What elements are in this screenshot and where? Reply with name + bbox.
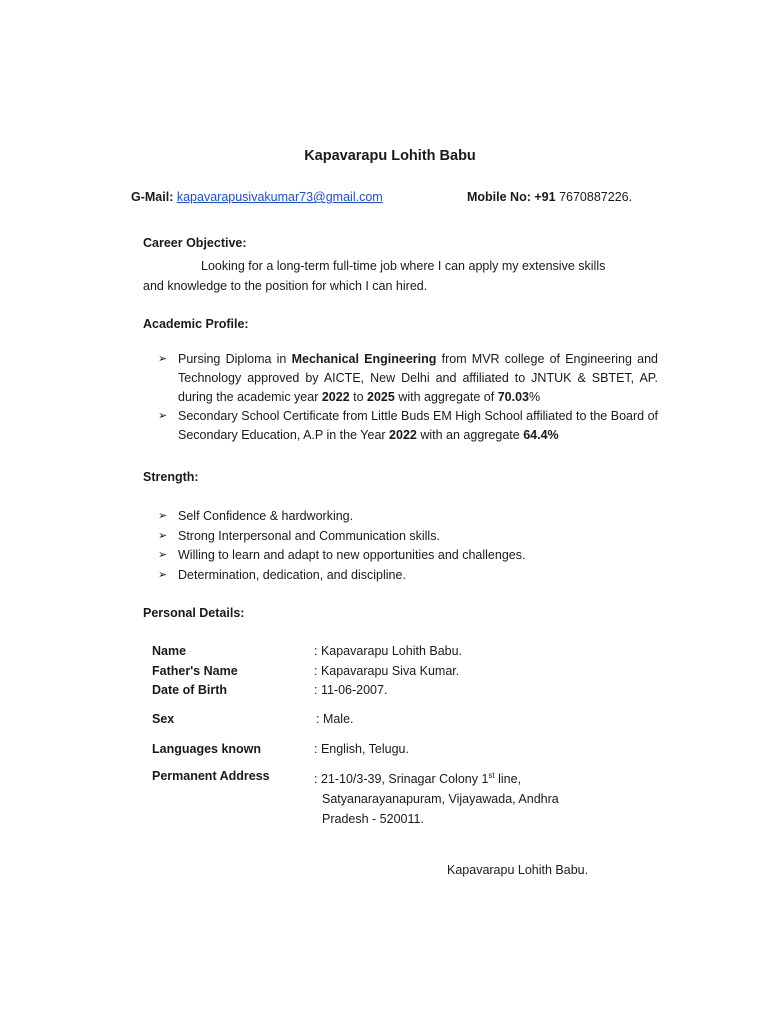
- career-objective-text: [143, 256, 643, 296]
- career-objective-heading: Career Objective:: [143, 236, 247, 250]
- list-item: ➢ Pursing Diploma in Mechanical Engineering from MVR college of Engineering and Technology approved by AICTE, New Delhi and affiliated to JNTUK & SBTET, AP. during the academic year 2022 to 2025 with aggregate of 70.03%: [158, 352, 658, 404]
- sex-value: : Male.: [316, 712, 354, 726]
- dob-value: : 11-06-2007.: [314, 683, 388, 697]
- academic-list: [158, 350, 658, 445]
- list-item: ➢ Secondary School Certificate from Little Buds EM High School affiliated to the Board of Secondary Education, A.P in the Year 2022 with an aggregate 64.4%: [158, 409, 658, 442]
- academic-profile-heading: Academic Profile:: [143, 317, 249, 331]
- gmail-link[interactable]: kapavarapusivakumar73@gmail.com: [176, 190, 383, 204]
- mobile-label: Mobile No:: [467, 190, 531, 204]
- mobile-number: 7670887226.: [559, 190, 633, 204]
- list-item: ➢ Determination, dedication, and discipline.: [158, 566, 638, 586]
- list-item: ➢ Self Confidence & hardworking.: [158, 507, 638, 527]
- arrow-bullet-icon: ➢: [158, 353, 168, 365]
- sex-label: Sex: [152, 712, 175, 726]
- languages-label: Languages known: [152, 742, 262, 756]
- arrow-bullet-icon: ➢: [158, 529, 168, 542]
- list-item: ➢ Willing to learn and adapt to new opportunities and challenges.: [158, 546, 638, 566]
- strength-heading: Strength:: [143, 470, 199, 484]
- gmail-label: G-Mail:: [131, 190, 174, 204]
- address-label: Permanent Address: [152, 769, 270, 783]
- career-objective-line1: Looking for a long-term full-time job where I can apply my extensive skills: [201, 259, 606, 273]
- candidate-name: Kapavarapu Lohith Babu: [304, 148, 476, 164]
- personal-details-heading: Personal Details:: [143, 606, 245, 620]
- gmail-line: [131, 190, 383, 204]
- signature: Kapavarapu Lohith Babu.: [447, 863, 589, 877]
- mobile-code: +91: [534, 190, 556, 204]
- father-name-value: : Kapavarapu Siva Kumar.: [314, 664, 460, 678]
- address-value: : 21-10/3-39, Srinagar Colony 1st line, Satyanarayanapuram, Vijayawada, Andhra Pradesh - 520011.: [314, 771, 559, 827]
- arrow-bullet-icon: ➢: [158, 568, 168, 581]
- languages-value: : English, Telugu.: [314, 742, 409, 756]
- father-name-label: Father's Name: [152, 664, 238, 678]
- strength-list: [158, 507, 638, 585]
- career-objective-line2: and knowledge to the position for which I can hired.: [143, 279, 428, 293]
- mobile-line: [467, 190, 632, 204]
- arrow-bullet-icon: ➢: [158, 549, 168, 561]
- name-value: : Kapavarapu Lohith Babu.: [314, 644, 463, 658]
- name-label: Name: [152, 644, 187, 658]
- arrow-bullet-icon: ➢: [158, 410, 168, 422]
- arrow-bullet-icon: ➢: [158, 510, 168, 522]
- list-item: ➢ Strong Interpersonal and Communication skills.: [158, 527, 638, 547]
- dob-label: Date of Birth: [152, 683, 227, 697]
